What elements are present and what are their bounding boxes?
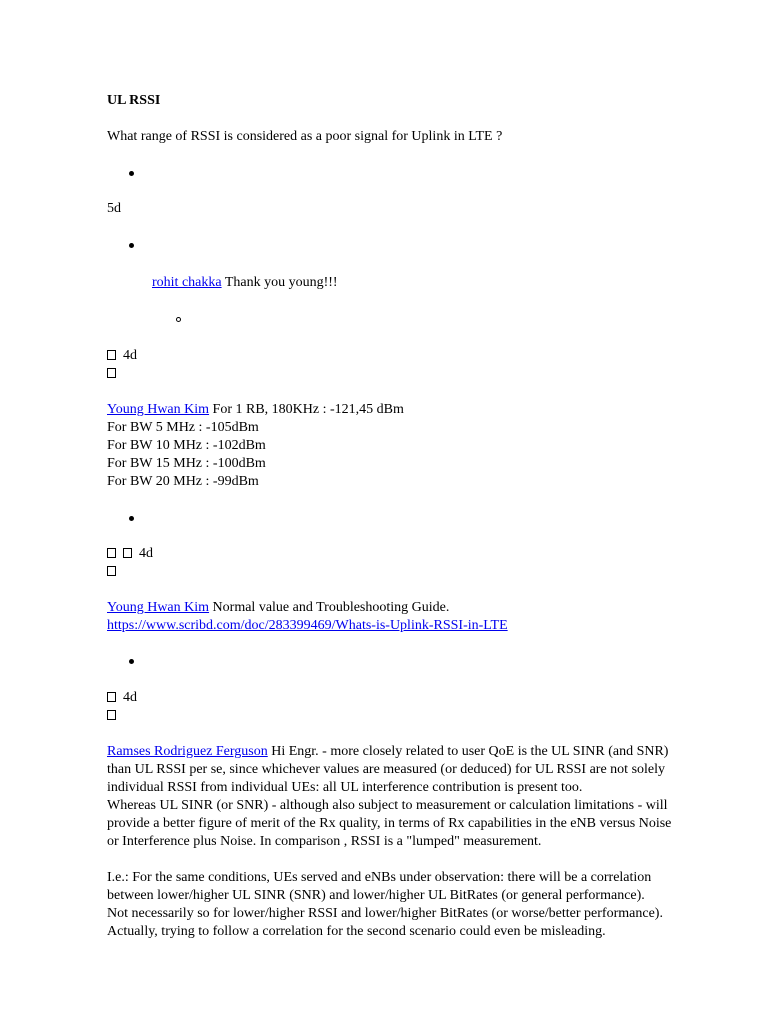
timestamp: 5d bbox=[107, 201, 121, 216]
comment-line: For BW 10 MHz : -102dBm bbox=[107, 438, 266, 453]
bullet-icon bbox=[129, 516, 134, 521]
comment-ramses bbox=[107, 743, 737, 941]
comment-line: For 1 RB, 180KHz : -121,45 dBm bbox=[209, 402, 404, 417]
question-text: What range of RSSI is considered as a poor signal for Uplink in LTE ? bbox=[107, 129, 503, 144]
comment-line: For BW 20 MHz : -99dBm bbox=[107, 474, 259, 489]
comment-meta-row2 bbox=[107, 707, 123, 725]
timestamp: 4d bbox=[123, 690, 137, 705]
like-icon[interactable] bbox=[107, 350, 116, 360]
author-link[interactable]: Young Hwan Kim bbox=[107, 402, 210, 417]
reply-icon[interactable] bbox=[107, 566, 116, 576]
comment-line: between lower/higher UL SINR (SNR) and lower/higher UL BitRates (or general performance). bbox=[107, 888, 645, 903]
comment-line: For BW 5 MHz : -105dBm bbox=[107, 420, 259, 435]
author-link[interactable]: Ramses Rodriguez Ferguson bbox=[107, 744, 268, 759]
page-title: UL RSSI bbox=[107, 93, 161, 108]
comment-meta-row2 bbox=[107, 563, 123, 581]
comment-meta-row2 bbox=[107, 365, 123, 383]
timestamp: 4d bbox=[139, 546, 153, 561]
comment-line: Hi Engr. - more closely related to user QoE is the UL SINR (and SNR) bbox=[267, 744, 669, 759]
comment-young-2 bbox=[107, 599, 727, 635]
bullet-icon bbox=[129, 171, 134, 176]
bullet-icon bbox=[129, 659, 134, 664]
share-icon[interactable] bbox=[123, 548, 132, 558]
comment-line: Whereas UL SINR (or SNR) - although also subject to measurement or calculation limitations - will bbox=[107, 798, 668, 813]
comment-meta bbox=[107, 347, 137, 365]
reply-icon[interactable] bbox=[107, 368, 116, 378]
comment-line: or Interference plus Noise. In comparison , RSSI is a "lumped" measurement. bbox=[107, 834, 542, 849]
like-icon[interactable] bbox=[107, 548, 116, 558]
like-icon[interactable] bbox=[107, 692, 116, 702]
timestamp: 4d bbox=[123, 348, 137, 363]
comment-line: provide a better figure of merit of the Rx quality, in terms of Rx capabilities in the eNB versus Noise bbox=[107, 816, 672, 831]
comment-line: For BW 15 MHz : -100dBm bbox=[107, 456, 266, 471]
comment-meta bbox=[107, 689, 137, 707]
circle-bullet-icon bbox=[176, 317, 181, 322]
comment-line: I.e.: For the same conditions, UEs served and eNBs under observation: there will be a correlation bbox=[107, 870, 652, 885]
comment-line: Actually, trying to follow a correlation for the second scenario could even be misleading. bbox=[107, 924, 606, 939]
comment-young-1 bbox=[107, 401, 727, 491]
comment-meta bbox=[107, 545, 153, 563]
reply-text: Thank you young!!! bbox=[221, 275, 338, 290]
comment-text: Normal value and Troubleshooting Guide. bbox=[209, 600, 450, 615]
reply-icon[interactable] bbox=[107, 710, 116, 720]
author-link[interactable]: Young Hwan Kim bbox=[107, 600, 210, 615]
comment-line: Not necessarily so for lower/higher RSSI and lower/higher BitRates (or worse/better performance). bbox=[107, 906, 663, 921]
reply-rohit bbox=[152, 274, 338, 292]
comment-line: individual RSSI from individual UEs: all UL interference contribution is present too. bbox=[107, 780, 583, 795]
author-link[interactable]: rohit chakka bbox=[152, 275, 222, 290]
comment-line: than UL RSSI per se, since whichever values are measured (or deduced) for UL RSSI are not solely bbox=[107, 762, 666, 777]
scribd-link[interactable]: https://www.scribd.com/doc/283399469/Whats-is-Uplink-RSSI-in-LTE bbox=[107, 618, 508, 633]
bullet-icon bbox=[129, 243, 134, 248]
